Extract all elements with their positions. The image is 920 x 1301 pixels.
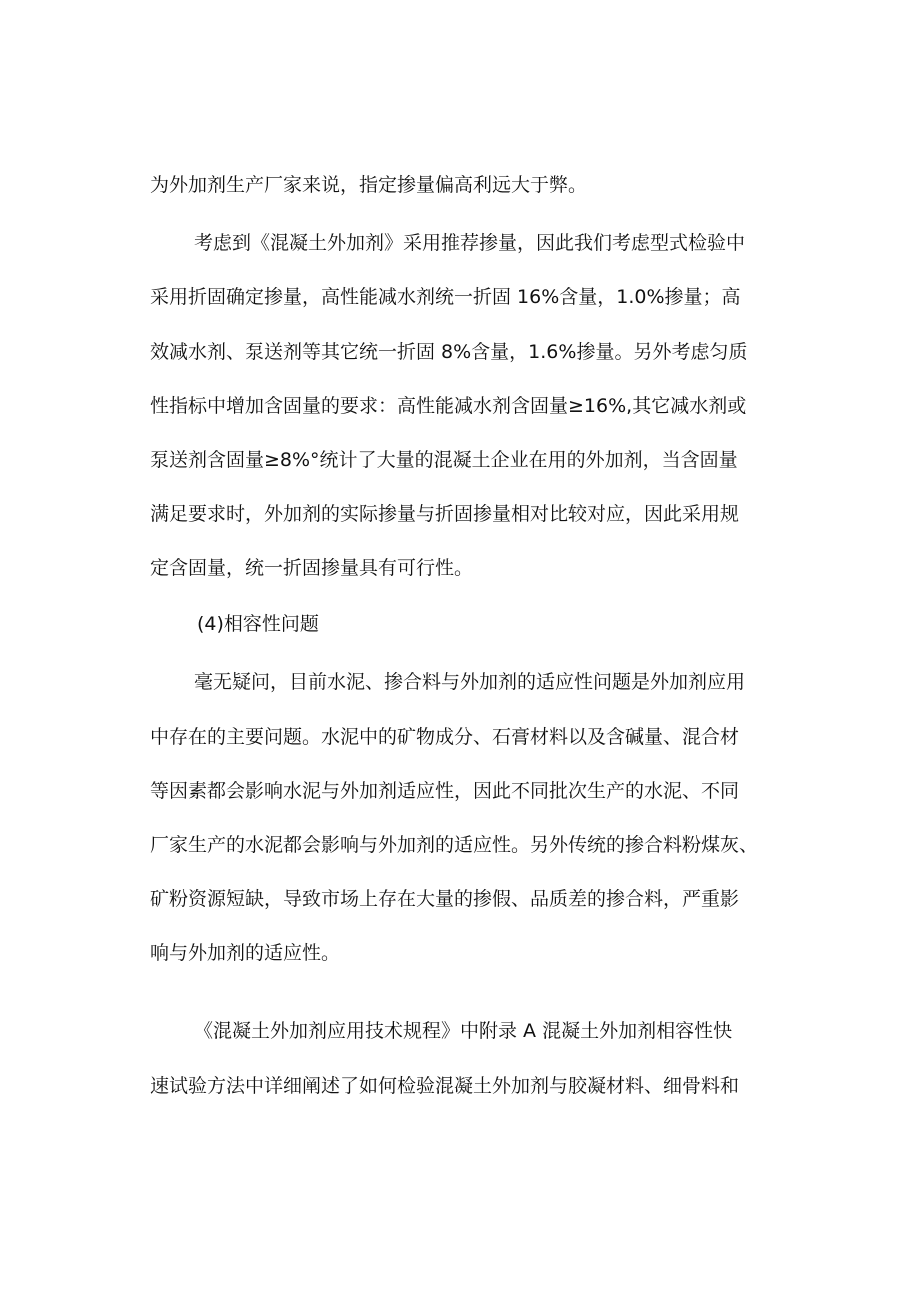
text-line: 为外加剂生产厂家来说，指定掺量偏高利远大于弊。	[150, 174, 588, 196]
text-line: 响与外加剂的适应性。	[150, 942, 341, 964]
text-line: 性指标中增加含固量的要求：高性能减水剂含固量≥16%,其它减水剂或	[150, 395, 747, 417]
text-line: 《混凝土外加剂应用技术规程》中附录 A 混凝土外加剂相容性快	[194, 1020, 733, 1042]
text-line: 满足要求时，外加剂的实际掺量与折固掺量相对比较对应，因此采用规	[150, 503, 740, 525]
text-line: 定含固量，统一折固掺量具有可行性。	[150, 557, 474, 579]
text-line: 毫无疑问，目前水泥、掺合料与外加剂的适应性问题是外加剂应用	[194, 671, 746, 693]
text-line: 矿粉资源短缺，导致市场上存在大量的掺假、品质差的掺合料，严重影	[150, 888, 740, 910]
text-line: 效减水剂、泵送剂等其它统一折固 8%含量，1.6%掺量。另外考虑匀质	[150, 341, 748, 363]
section-heading: (4)相容性问题	[197, 613, 319, 635]
text-line: 采用折固确定掺量，高性能减水剂统一折固 16%含量，1.0%掺量；高	[150, 286, 741, 308]
text-line: 速试验方法中详细阐述了如何检验混凝土外加剂与胶凝材料、细骨料和	[150, 1075, 740, 1097]
text-line: 泵送剂含固量≥8%°统计了大量的混凝土企业在用的外加剂，当含固量	[150, 449, 738, 471]
text-line: 考虑到《混凝土外加剂》采用推荐掺量，因此我们考虑型式检验中	[194, 232, 746, 254]
text-line: 厂家生产的水泥都会影响与外加剂的适应性。另外传统的掺合料粉煤灰、	[150, 834, 759, 856]
text-line: 等因素都会影响水泥与外加剂适应性，因此不同批次生产的水泥、不同	[150, 780, 740, 802]
text-line: 中存在的主要问题。水泥中的矿物成分、石膏材料以及含碱量、混合材	[150, 726, 740, 748]
